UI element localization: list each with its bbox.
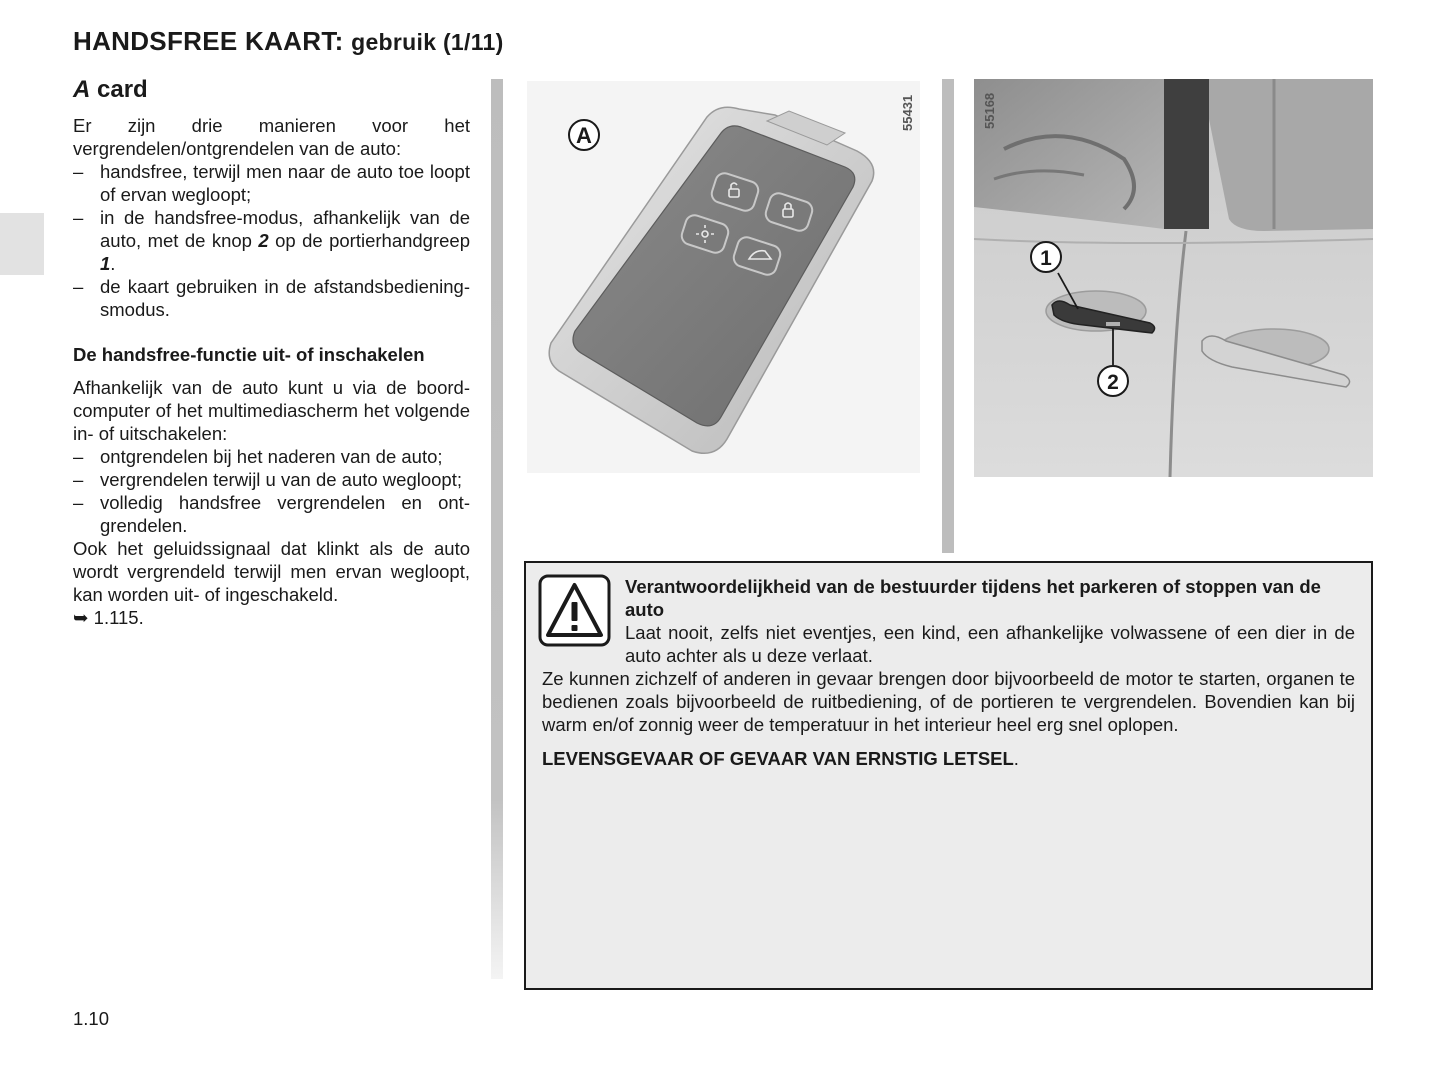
callout-a-label: A: [576, 123, 592, 148]
handle-button: [1106, 322, 1120, 326]
list-item: – ontgrendelen bij het naderen van de auto;: [73, 445, 470, 468]
paragraph-options-intro: Afhankelijk van de auto kunt u via de boordcomputer of het multimediascherm het volgende in- of uitschakelen:: [73, 377, 470, 444]
warning-danger-text: LEVENSGEVAAR OF GEVAAR VAN ERNSTIG LETSEL: [542, 748, 1014, 769]
intro-text: Er zijn drie manieren voor het vergrendelen/ontgrendelen van de auto:: [73, 115, 470, 159]
page-reference[interactable]: [73, 606, 470, 629]
warning-triangle-icon: [538, 574, 611, 647]
page-reference-number: 1.115.: [93, 607, 144, 628]
door-handle-photo: [974, 79, 1373, 477]
warning-danger-end: .: [1013, 748, 1019, 769]
left-column: [73, 76, 470, 629]
list-item: – vergrendelen terwijl u van de auto wegloopt;: [73, 468, 470, 491]
page-title-main: HANDSFREE KAART:: [73, 26, 344, 56]
warning-header: [625, 575, 1355, 667]
card-illustration: [527, 81, 920, 473]
list-item: – volledig handsfree vergrendelen en ontgrendelen.: [73, 491, 470, 537]
callout-2-label: 2: [1107, 371, 1119, 394]
options-list: [73, 445, 470, 537]
list-item: – handsfree, terwijl men naar de auto toe loopt of ervan wegloopt;: [73, 160, 470, 206]
figure-ref-door: 55168: [982, 92, 997, 129]
section-title-text: card: [97, 76, 148, 103]
ref-number-handle: 1: [100, 253, 111, 274]
door-drawing: [974, 79, 1373, 477]
column-divider-bar: [491, 79, 503, 979]
paragraph-sound: Ook het geluidssignaal dat klinkt als de auto wordt vergrendeld terwijl men ervan wegloopt, kan worden uit- of ingeschakeld.: [73, 538, 470, 605]
page-title-sub: gebruik (1/11): [351, 29, 504, 55]
arrow-right-icon: ➥: [73, 607, 89, 628]
warning-body: Ze kunnen zichzelf of anderen in gevaar brengen door bijvoorbeeld de motor te starten, organen te bedienen zoals bijvoorbeeld de ruitbediening, of de portieren te vergrendelen. Bovendien kan bij warm en/of zonnig weer de temperatuur in het interieur heel erg snel oplopen.: [542, 668, 1355, 735]
list-item: – de kaart gebruiken in de afstandsbedieningsmodus.: [73, 275, 470, 321]
figure-ref-card: 55431: [900, 94, 915, 131]
method2-text-c: .: [110, 253, 116, 274]
method2-text-b: op de portierhandgreep: [268, 230, 470, 251]
ref-number-button: 2: [258, 230, 269, 251]
figure-divider-bar: [942, 79, 954, 553]
page-title: [73, 26, 504, 57]
list-item: [73, 206, 470, 275]
section-letter: A: [73, 76, 91, 103]
warning-line1: Laat nooit, zelfs niet eventjes, een kind, een afhankelijke volwassene of een dier in de auto achter als u deze verlaat.: [625, 622, 1355, 666]
section-title: [73, 76, 470, 104]
chapter-tab: [0, 213, 44, 275]
warning-box: [524, 561, 1373, 990]
warning-danger: [542, 747, 1355, 770]
method2-text-a: in de handsfree-modus, afhankelijk van de auto, met de knop: [100, 207, 470, 251]
methods-list: [73, 160, 470, 321]
subheading: De handsfree-functie uit- of inschakelen: [73, 344, 425, 365]
warning-title: Verantwoordelijkheid van de bestuurder tijdens het parkeren of stoppen van de auto: [625, 576, 1321, 620]
callout-1-label: 1: [1040, 247, 1052, 270]
page-number: 1.10: [73, 1008, 110, 1029]
card-drawing: [527, 81, 920, 473]
